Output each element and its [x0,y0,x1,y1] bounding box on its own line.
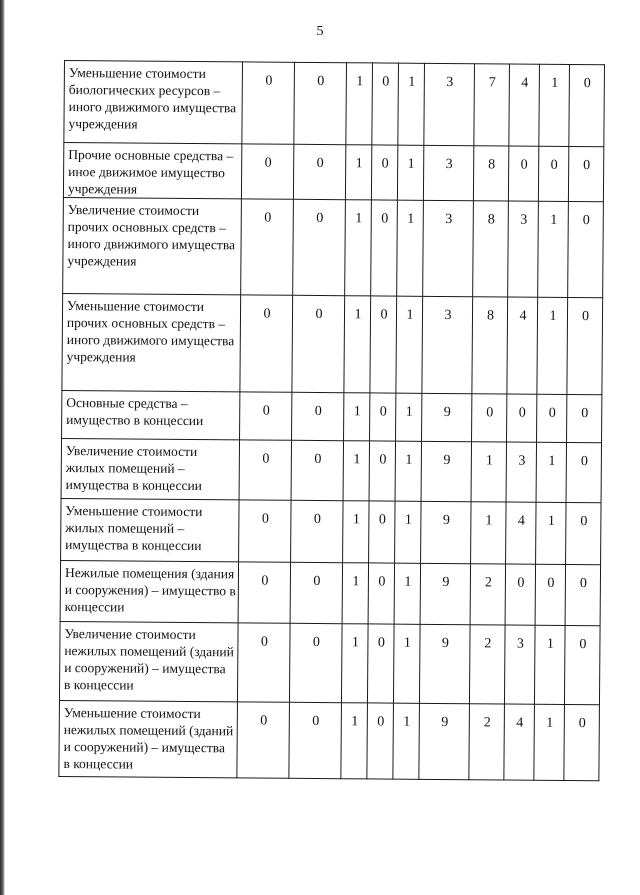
code-digit-cell: 1 [398,63,425,145]
table-row [62,293,603,394]
code-digit-cell: 1 [341,703,368,779]
table-row [63,143,603,202]
code-digit-cell: 0 [370,393,396,441]
table-row [63,197,604,297]
code-digit-cell: 1 [397,145,423,200]
code-digit-cell: 9 [419,624,470,703]
code-digit-cell: 1 [539,64,570,146]
code-digit-cell: 0 [293,144,345,199]
code-digit-cell: 1 [538,201,569,297]
code-digit-cell: 1 [536,442,566,502]
code-digit-cell: 1 [343,441,369,501]
code-digit-cell: 2 [470,564,505,625]
table-row [61,438,601,502]
code-digit-cell: 0 [564,704,600,780]
code-digit-cell: 1 [537,297,568,394]
code-digit-cell: 2 [469,625,505,704]
account-name-cell: Уменьшение стоимости прочих основных средств – иного движимого имущества учреждения [62,293,241,391]
code-digit-cell: 0 [292,392,344,440]
code-digit-cell: 0 [537,394,567,442]
code-digit-cell: 0 [290,562,342,623]
code-digit-cell: 0 [535,564,565,625]
code-digit-cell: 0 [240,295,293,392]
code-digit-cell: 0 [567,394,602,442]
code-digit-cell: 0 [565,564,600,625]
table-row [59,621,600,704]
code-digit-cell: 4 [506,502,536,564]
code-digit-cell: 3 [504,625,535,704]
code-digit-cell: 4 [509,64,540,146]
code-digit-cell: 8 [472,297,508,394]
code-digit-cell: 0 [568,201,604,297]
code-digit-cell: 0 [293,199,346,295]
account-name-cell: Увеличение стоимости прочих основных средств – иного движимого имущества учреждения [63,197,242,294]
code-digit-cell: 0 [241,199,294,295]
code-digit-cell: 0 [239,500,291,562]
code-digit-cell: 0 [291,500,343,562]
code-digit-cell: 0 [242,62,295,144]
code-digit-cell: 0 [568,146,603,201]
account-name-cell: Уменьшение стоимости биологических ресурсов – иного движимого имущества учреждения [64,61,243,144]
account-name-cell: Основные средства – имущество в концессии [62,390,240,439]
scan-edge-shadow [0,0,5,895]
code-digit-cell: 0 [370,296,397,393]
code-digit-cell: 1 [395,441,421,501]
code-digit-cell: 9 [421,501,471,563]
code-digit-cell: 1 [395,501,421,563]
code-digit-cell: 0 [291,440,343,500]
code-digit-cell: 1 [344,393,370,441]
code-digit-cell: 3 [506,442,536,502]
code-digit-cell: 0 [369,441,395,501]
table-body [59,61,605,781]
table-row [61,498,601,564]
code-digit-cell: 8 [473,146,508,201]
code-digit-cell: 0 [238,562,290,623]
code-digit-cell: 0 [569,64,605,146]
code-digit-cell: 9 [421,441,471,501]
code-digit-cell: 1 [393,624,420,703]
code-digit-cell: 1 [471,502,506,564]
account-name-cell: Увеличение стоимости жилых помещений – имущества в концессии [61,438,239,499]
account-name-cell: Прочие основные средства – иное движимое имущество учреждения [63,143,241,199]
code-digit-cell: 0 [566,502,601,564]
code-digit-cell: 1 [471,442,506,502]
code-digit-cell: 3 [423,200,474,296]
code-digit-cell: 4 [504,704,535,780]
code-digit-cell: 0 [371,145,397,200]
code-digit-cell: 2 [469,704,505,780]
code-digit-cell: 1 [344,296,371,393]
code-digit-cell: 0 [237,702,290,778]
code-digit-cell: 9 [419,703,470,779]
code-digit-cell: 0 [289,702,342,778]
code-digit-cell: 0 [508,146,538,201]
code-digit-cell: 9 [422,393,472,441]
code-digit-cell: 4 [507,297,538,394]
code-digit-cell: 1 [534,625,565,704]
code-digit-cell: 9 [420,563,470,624]
code-digit-cell: 0 [367,624,394,703]
code-digit-cell: 0 [292,295,345,392]
account-name-cell: Увеличение стоимости нежилых помещений (зданий и сооружений) – имущества в концессии [59,621,238,701]
code-digit-cell: 1 [341,624,368,703]
code-digit-cell: 0 [371,200,398,296]
code-digit-cell: 0 [538,146,568,201]
code-digit-cell: 1 [534,704,565,780]
code-digit-cell: 0 [567,297,603,394]
code-digit-cell: 0 [505,564,535,625]
code-digit-cell: 0 [237,623,290,702]
table-row [60,560,600,625]
code-digit-cell: 1 [345,145,371,200]
code-digit-cell: 0 [566,442,601,502]
code-digit-cell: 1 [342,563,368,624]
code-digit-cell: 1 [396,393,422,441]
code-digit-cell: 0 [289,623,342,702]
page-number: 5 [316,24,324,39]
code-digit-cell: 1 [345,200,372,296]
code-digit-cell: 1 [346,63,373,145]
table-row [64,61,605,147]
code-digit-cell: 0 [369,501,395,563]
code-digit-cell: 1 [397,200,424,296]
code-digit-cell: 8 [473,201,509,297]
code-digit-cell: 3 [423,145,473,200]
code-digit-cell: 3 [508,201,539,297]
code-digit-cell: 0 [372,63,399,145]
table-row [62,390,602,442]
code-digit-cell: 3 [422,296,473,393]
account-code-table [58,60,605,781]
code-digit-cell: 0 [367,703,394,779]
table-row [59,700,600,780]
code-digit-cell: 0 [239,440,291,500]
code-digit-cell: 1 [393,703,420,779]
code-digit-cell: 0 [240,392,292,440]
code-digit-cell: 3 [424,63,475,145]
account-name-cell: Нежилые помещения (здания и сооружения) – имущество в концессии [60,560,238,622]
code-digit-cell: 1 [396,296,423,393]
code-digit-cell: 0 [472,394,507,442]
code-digit-cell: 0 [564,625,600,704]
code-digit-cell: 0 [368,563,394,624]
account-name-cell: Уменьшение стоимости нежилых помещений (зданий и сооружений) – имущества в концессии [59,700,238,777]
account-name-cell: Уменьшение стоимости жилых помещений – имущества в концессии [61,498,239,561]
code-digit-cell: 7 [474,64,510,146]
code-digit-cell: 0 [241,144,293,199]
code-digit-cell: 0 [294,62,347,144]
code-digit-cell: 1 [343,501,369,563]
code-digit-cell: 0 [507,394,537,442]
code-digit-cell: 1 [536,502,566,564]
code-digit-cell: 1 [394,563,420,624]
